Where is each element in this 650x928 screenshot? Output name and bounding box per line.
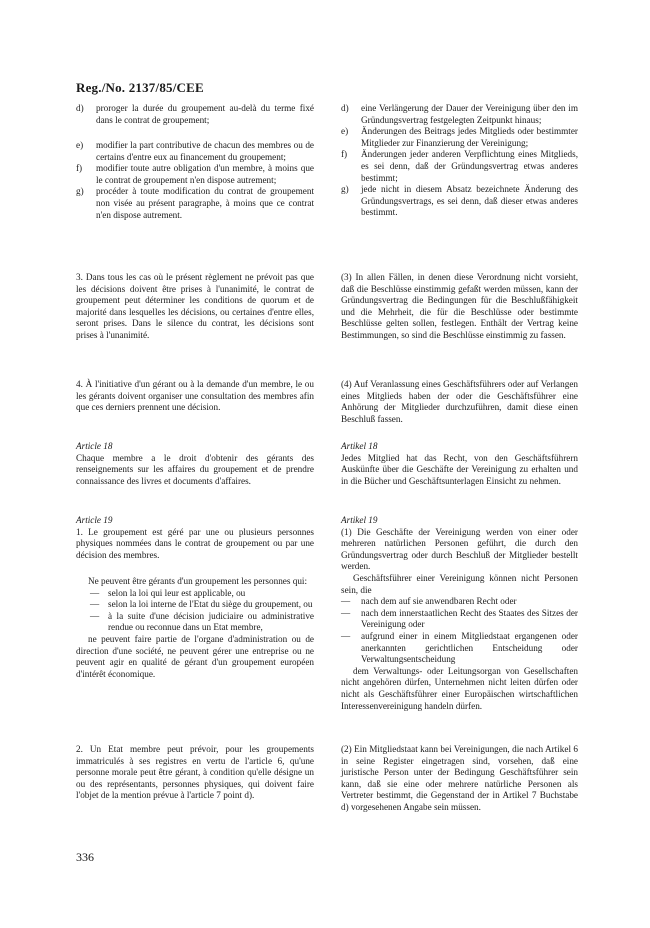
article-text: 1. Le groupement est géré par une ou plusieurs personnes physiques nommées dans le contrat de groupement ou par une décision des membres. — [76, 526, 314, 560]
list-item: e) Änderungen des Beitrags jedes Mitglieds oder bestimmter Mitglieder zur Finanzierung der Vereinigung; — [341, 126, 578, 148]
list-item: — selon la loi qui leur est applicable, ou — [90, 587, 246, 598]
fr-article-19-paragraph-2: 2. Un Etat membre peut prévoir, pour les groupements immatriculés à ses registres en vertu de l'article 6, qu'une personne morale peut être gérant, à condition qu'elle désigne un ou des représentants, personnes physiques, qui doivent faire l'objet de la mention prévue à l'article 7 point d). — [76, 744, 314, 801]
regulation-header: Reg./No. 2137/85/CEE — [76, 80, 204, 95]
de-article-19-paragraph-2: (2) Ein Mitgliedstaat kann bei Vereinigungen, die nach Artikel 6 in seine Register eingetragen sind, vorsehen, daß eine juristische Person unter der Bedingung Geschäftsführer sein kann, daß sie eine oder mehrere natürliche Personen als Vertreter bestimmt, die Gegenstand der in Artikel 7 Buchstabe d) vorgesehenen Angabe sein müssen. — [341, 744, 578, 812]
fr-article-19 — [76, 515, 314, 561]
list-item: f) Änderungen jeder anderen Verpflichtung eines Mitglieds, es sei denn, daß der Gründungsvertrag etwas anderes bestimmt; — [341, 149, 578, 183]
list-item: — nach dem auf sie anwendbaren Recht oder — [341, 596, 517, 607]
fr-paragraph-4: 4. À l'initiative d'un gérant ou à la demande d'un membre, le ou les gérants doivent organiser une consultation des membres afin que ces derniers prennent une décision. — [76, 379, 314, 413]
fr-paragraph-3: 3. Dans tous les cas où le présent règlement ne prévoit pas que les décisions doivent être prises à l'unanimité, le contrat de groupement peut déterminer les conditions de quorum et de majorité dans lesquelles les décisions, ou certaines d'entre elles, seront prises. Dans le silence du contrat, les décisions sont prises à l'unanimité. — [76, 272, 314, 340]
fr-list-d — [76, 103, 314, 126]
list-item: — nach dem innerstaatlichen Recht des Staates des Sitzes der Vereinigung oder — [341, 607, 578, 630]
list-item: e) modifier la part contributive de chacun des membres ou de certains d'entre eux au financement du groupement; — [76, 140, 314, 162]
list-item: — aufgrund einer in einem Mitgliedstaat ergangenen oder anerkannten gerichtlichen Entscheidung oder Verwaltungsentscheidung — [341, 630, 578, 665]
list-item: — selon la loi interne de l'Etat du siège du groupement, ou — [90, 599, 313, 610]
list-item: g) jede nicht in diesem Absatz bezeichnete Änderung des Gründungsvertrags, es sei denn, daß dieser etwas anderes bestimmt. — [341, 184, 578, 218]
article-text: (1) Die Geschäfte der Vereinigung werden von einer oder mehreren natürlichen Personen geführt, die durch den Gründungsvertrag oder durch Beschluß der Mitglieder bestellt werden. — [341, 526, 578, 572]
fr-list-efg — [76, 140, 314, 221]
article-heading: Article 18 — [76, 441, 113, 451]
fr-article-19-persons: Ne peuvent être gérants d'un groupement les personnes qui: — selon la loi qui leur est applicable, ou — selon la loi interne de l'Etat du siège du groupement, ou — à la suite d'une décision judiciaire ou administrative rendue ou reconnue dans un Etat membre, ne peuvent faire partie de l'organe d'administration ou de direction d'une société, ne peuvent gérer une entreprise ou ne peuvent agir en qualité de gérant d'un groupement européen d'intérêt économique. — [76, 576, 314, 679]
de-article-19: Artikel 19 (1) Die Geschäfte der Vereinigung werden von einer oder mehreren natürlichen Personen geführt, die durch den Gründungsvertrag oder durch Beschluß der Mitglieder bestellt werden. Geschäftsführer einer Vereinigung können nicht Personen sein, die — nach dem auf sie anwendbaren Recht oder — nach dem innerstaatlichen Recht des Staates des Sitzes der Vereinigung oder — aufgrund einer in einem Mitgliedstaat ergangenen oder anerkannten gerichtlichen Entscheidung oder Verwaltungsentscheidung dem Verwaltungs- oder Leitungsorgan von Gesellschaften nicht angehören dürfen, Unternehmen nicht leiten dürfen oder nicht als Geschäftsführer einer Europäischen wirtschaftlichen Interessenvereinigung handeln dürfen. — [341, 515, 578, 711]
list-item: d) proroger la durée du groupement au-delà du terme fixé dans le contrat de groupement; — [76, 103, 314, 125]
de-paragraph-4: (4) Auf Veranlassung eines Geschäftsführers oder auf Verlangen eines Mitglieds haben der oder die Geschäftsführer eine Anhörung der Mitglieder durchzuführen, damit diese einen Beschluß fassen. — [341, 379, 578, 424]
article-heading: Artikel 18 — [341, 441, 378, 451]
de-paragraph-3: (3) In allen Fällen, in denen diese Verordnung nicht vorsieht, daß die Beschlüsse einstimmig gefaßt werden müssen, kann der Gründungsvertrag die Bedingungen für die Beschlußfähigkeit und die Mehrheit, die für die Beschlüsse oder bestimmte Beschlüsse gelten sollen, festlegen. Enthält der Vertrag keine Bestimmungen, so sind die Beschlüsse einstimmig zu fassen. — [341, 272, 578, 340]
list-item: d) eine Verlängerung der Dauer der Vereinigung über den im Gründungsvertrag festgelegten Zeitpunkt hinaus; — [341, 103, 578, 125]
article-heading: Artikel 19 — [341, 515, 378, 525]
article-text: Chaque membre a le droit d'obtenir des gérants des renseignements sur les affaires du groupement et de prendre connaissance des livres et documents d'affaires. — [76, 452, 314, 486]
list-item: — à la suite d'une décision judiciaire ou administrative rendue ou reconnue dans un Etat membre, — [90, 610, 314, 633]
article-heading: Article 19 — [76, 515, 113, 525]
page-number: 336 — [76, 850, 94, 864]
article-text: Jedes Mitglied hat das Recht, von den Geschäftsführern Auskünfte über die Geschäfte der Vereinigung zu erhalten und in die Bücher und Geschäftsunterlagen Einsicht zu nehmen. — [341, 452, 578, 486]
list-item: g) procéder à toute modification du contrat de groupement non visée au présent paragraphe, à moins que ce contrat n'en dispose autrement. — [76, 186, 314, 220]
fr-article-18 — [76, 441, 314, 487]
list-item: f) modifier toute autre obligation d'un membre, à moins que le contrat de groupement n'en dispose autrement; — [76, 163, 314, 185]
de-list — [341, 103, 578, 219]
de-article-18 — [341, 441, 578, 487]
